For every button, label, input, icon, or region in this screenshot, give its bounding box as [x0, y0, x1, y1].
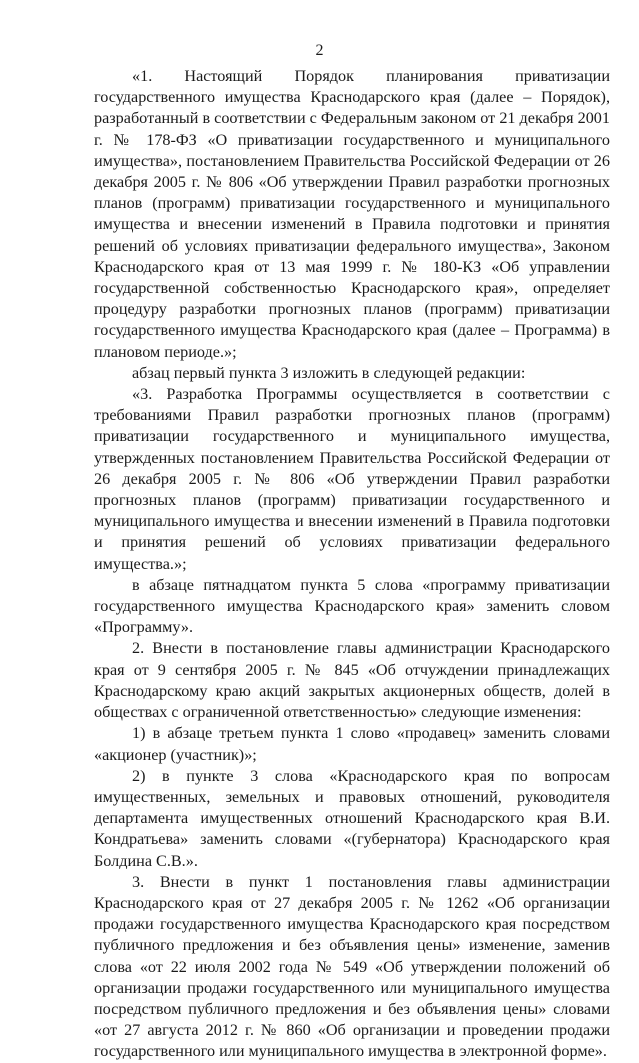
paragraph-section-2-change-1: 1) в абзаце третьем пункта 1 слово «продавец» заменить словами «акционер (участник)»; — [94, 724, 610, 764]
paragraph-item-3-program-development: «3. Разработка Программы осуществляется в соответствии с требованиями Правил разработки прогнозных планов (программ) приватизации государственного и муниципального имущества, утвержденных постановлением Правительства Российской Федерации от 26 декабря 2005 г. № 806 «Об утверждении Правил разработки прогнозных планов (программ) приватизации государственного и муниципального имущества и внесении изменений в Правила подготовки и принятия решений об условиях приватизации федерального имущества.»; — [94, 385, 610, 573]
paragraph-section-3: 3. Внести в пункт 1 постановления главы администрации Краснодарского края от 27 декабря 2005 г. № 1262 «Об организации продажи государственного имущества Краснодарского края посредством публичного предложения и без объявления цены» изменение, заменив слова «от 22 июля 2002 года № 549 «Об утверждении положений об организации продажи государственного или муниципального имущества посредством публичного предложения и без объявления цены» словами «от 27 августа 2012 г. № 860 «Об организации и проведении продажи государственного или муниципального имущества в электронной форме». — [94, 872, 610, 1061]
paragraph-item-1-procedure: «1. Настоящий Порядок планирования приватизации государственного имущества Краснодарского края (далее – Порядок), разработанный в соответствии с Федеральным законом от 21 декабря 2001 г. № 178-ФЗ «О приватизации государственного и муниципального имущества», постановлением Правительства Российской Федерации от 26 декабря 2005 г. № 806 «Об утверждении Правил разработки прогнозных планов (программ) приватизации государственного и муниципального имущества и внесении изменений в Правила подготовки и принятия решений об условиях приватизации федерального имущества», Законом Краснодарского края от 13 мая 1999 г. № 180-КЗ «Об управлении государственной собственностью Краснодарского края», определяет процедуру разработки прогнозных планов (программ) приватизации государственного имущества Краснодарского края (далее – Программа) в плановом периоде.»; — [94, 67, 610, 361]
paragraph-amendment-intro: абзац первый пункта 3 изложить в следующей редакции: — [132, 363, 526, 382]
page-number: 2 — [315, 42, 324, 59]
paragraph-item-5-replacement: в абзаце пятнадцатом пункта 5 слова «программу приватизации государственного имущества Краснодарского края» заменить словом «Программу». — [94, 575, 610, 637]
paragraph-section-2-change-2: 2) в пункте 3 слова «Краснодарского края по вопросам имущественных, земельных и правовых отношений, руководителя департамента имущественных отношений Краснодарского края В.И. Кондратьева» заменить словами «(губернатора) Краснодарского края Болдина С.В.». — [94, 766, 610, 870]
paragraph-section-2: 2. Внести в постановление главы администрации Краснодарского края от 9 сентября 2005 г. № 845 «Об отчуждении принадлежащих Краснодарскому краю акций закрытых акционерных обществ, долей в обществах с ограниченной ответственностью» следующие изменения: — [94, 639, 610, 722]
document-body — [94, 66, 610, 1063]
